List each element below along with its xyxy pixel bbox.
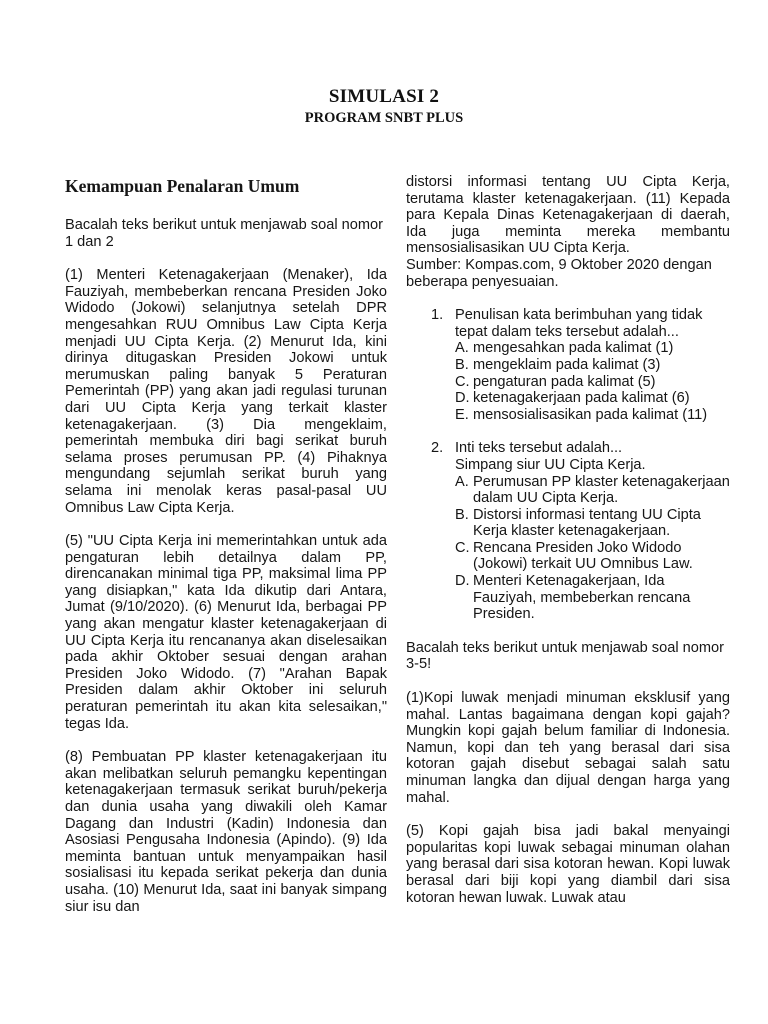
option-text: mengeklaim pada kalimat (3) <box>473 356 661 373</box>
left-column <box>65 176 387 932</box>
answer-option[interactable] <box>455 573 730 623</box>
page-header <box>0 86 768 127</box>
reading-instruction-2: Bacalah teks berikut untuk menjawab soal nomor 3-5! <box>406 639 724 673</box>
question-body <box>455 307 730 423</box>
option-text: mengesahkan pada kalimat (1) <box>473 340 674 357</box>
option-letter: D. <box>455 573 470 590</box>
question-prompt: Inti teks tersebut adalah... Simpang siur UU Cipta Kerja. <box>455 440 646 473</box>
answer-option[interactable] <box>455 390 730 407</box>
option-text: Menteri Ketenagakerjaan, Ida Fauziyah, membeberkan rencana Presiden. <box>473 573 691 623</box>
answer-options <box>455 474 730 623</box>
passage-source: Sumber: Kompas.com, 9 Oktober 2020 dengan beberapa penyesuaian. <box>406 256 712 290</box>
option-letter: B. <box>455 506 469 523</box>
page-title: SIMULASI 2 <box>328 86 440 107</box>
option-letter: C. <box>455 373 470 390</box>
page-subtitle: PROGRAM SNBT PLUS <box>304 110 464 126</box>
option-text: pengaturan pada kalimat (5) <box>473 373 656 390</box>
option-letter: B. <box>455 356 469 373</box>
option-text: ketenagakerjaan pada kalimat (6) <box>473 390 690 407</box>
question-number: 1. <box>431 307 444 324</box>
option-letter: E. <box>455 406 469 423</box>
option-text: mensosialisasikan pada kalimat (11) <box>473 406 708 423</box>
answer-option[interactable] <box>455 507 730 540</box>
option-text: Rencana Presiden Joko Widodo (Jokowi) terkait UU Omnibus Law. <box>473 539 693 573</box>
question-number: 2. <box>431 440 444 457</box>
question-prompt: Penulisan kata berimbuhan yang tidak tepat dalam teks tersebut adalah... <box>455 307 703 340</box>
question-2 <box>406 440 730 623</box>
answer-option[interactable] <box>455 474 730 507</box>
answer-option[interactable] <box>455 357 730 374</box>
option-letter: C. <box>455 539 470 556</box>
passage-paragraph: (5) "UU Cipta Kerja ini memerintahkan untuk ada pengaturan lebih detailnya dalam PP, direncanakan minimal tiga PP, maksimal lima PP yang disiapkan," kata Ida dikutip dari Antara, Jumat (9/10/2020). (6) Menurut Ida, berbagai PP yang akan mengatur klaster ketenagakerjaan di UU Cipta Kerja itu rencananya akan diselesaikan pada akhir Oktober sesuai dengan arahan Presiden Joko Widodo. (7) "Arahan Bapak Presiden dalam akhir Oktober ini seluruh peraturan pemerintah itu akan kita selesaikan," tegas Ida. <box>65 533 387 732</box>
passage-paragraph: (5) Kopi gajah bisa jadi bakal menyaingi popularitas kopi luwak sebagai minuman olahan yang berasal dari sisa kotoran hewan. Kopi luwak berasal dari biji kopi yang diambil dari sisa kotoran hewan luwak. Luwak atau <box>406 823 730 906</box>
answer-option[interactable] <box>455 340 730 357</box>
option-letter: A. <box>455 473 469 490</box>
answer-option[interactable] <box>455 374 730 391</box>
passage-paragraph: (1)Kopi luwak menjadi minuman eksklusif yang mahal. Lantas bagaimana dengan kopi gajah? Mungkin kopi gajah belum familiar di Indonesia. Namun, kopi dan teh yang berasal dari sisa kotoran gajah disebut sebagai salah satu minuman langka dan dijual dengan harga yang mahal. <box>406 690 730 806</box>
question-body <box>455 440 730 623</box>
option-letter: D. <box>455 390 470 407</box>
section-heading: Kemampuan Penalaran Umum <box>65 176 300 196</box>
option-text: Distorsi informasi tentang UU Cipta Kerja klaster ketenagakerjaan. <box>473 506 701 540</box>
reading-instruction: Bacalah teks berikut untuk menjawab soal nomor 1 dan 2 <box>65 217 383 250</box>
passage-paragraph: (1) Menteri Ketenagakerjaan (Menaker), Ida Fauziyah, membeberkan rencana Presiden Joko Widodo (Jokowi) selanjutnya setelah DPR mengesahkan RUU Omnibus Law Cipta Kerja menjadi UU Cipta Kerja. (2) Menurut Ida, kini dirinya ditugaskan Presiden Jokowi untuk merumuskan paling banyak 5 Peraturan Pemerintah (PP) yang akan jadi regulasi turunan dari UU Cipta Kerja yang terkait klaster ketenagakerjaan. (3) Dia mengeklaim, pemerintah membuka diri bagi serikat buruh selama proses perumusan PP. (4) Pihaknya mengundang sejumlah serikat buruh yang selama ini menolak keras pasal-pasal UU Omnibus Law Cipta Kerja. <box>65 267 387 516</box>
option-letter: A. <box>455 340 469 357</box>
answer-option[interactable] <box>455 540 730 573</box>
right-column <box>406 174 730 923</box>
passage-paragraph: (8) Pembuatan PP klaster ketenagakerjaan itu akan melibatkan seluruh pemangku kepentingan ketenagakerjaan termasuk serikat buruh/pekerja dan dunia usaha yang diwakili oleh Kamar Dagang dan Industri (Kadin) Indonesia dan Asosiasi Pengusaha Indonesia (Apindo). (9) Ida meminta bantuan untuk menyampaikan hasil sosialisasi itu kepada serikat pekerja dan dunia usaha. (10) Menurut Ida, saat ini banyak simpang siur isu dan <box>65 749 387 915</box>
question-1 <box>406 307 730 423</box>
answer-options <box>455 340 730 423</box>
answer-option[interactable] <box>455 407 730 424</box>
passage-continuation: distorsi informasi tentang UU Cipta Kerja, terutama klaster ketenagakerjaan. (11) Kepada para Kepala Dinas Ketenagakerjaan di daerah, Ida juga meminta mereka membantu mensosialisasikan UU Cipta Kerja. <box>406 174 730 257</box>
option-text: Perumusan PP klaster ketenagakerjaan dalam UU Cipta Kerja. <box>473 473 730 507</box>
